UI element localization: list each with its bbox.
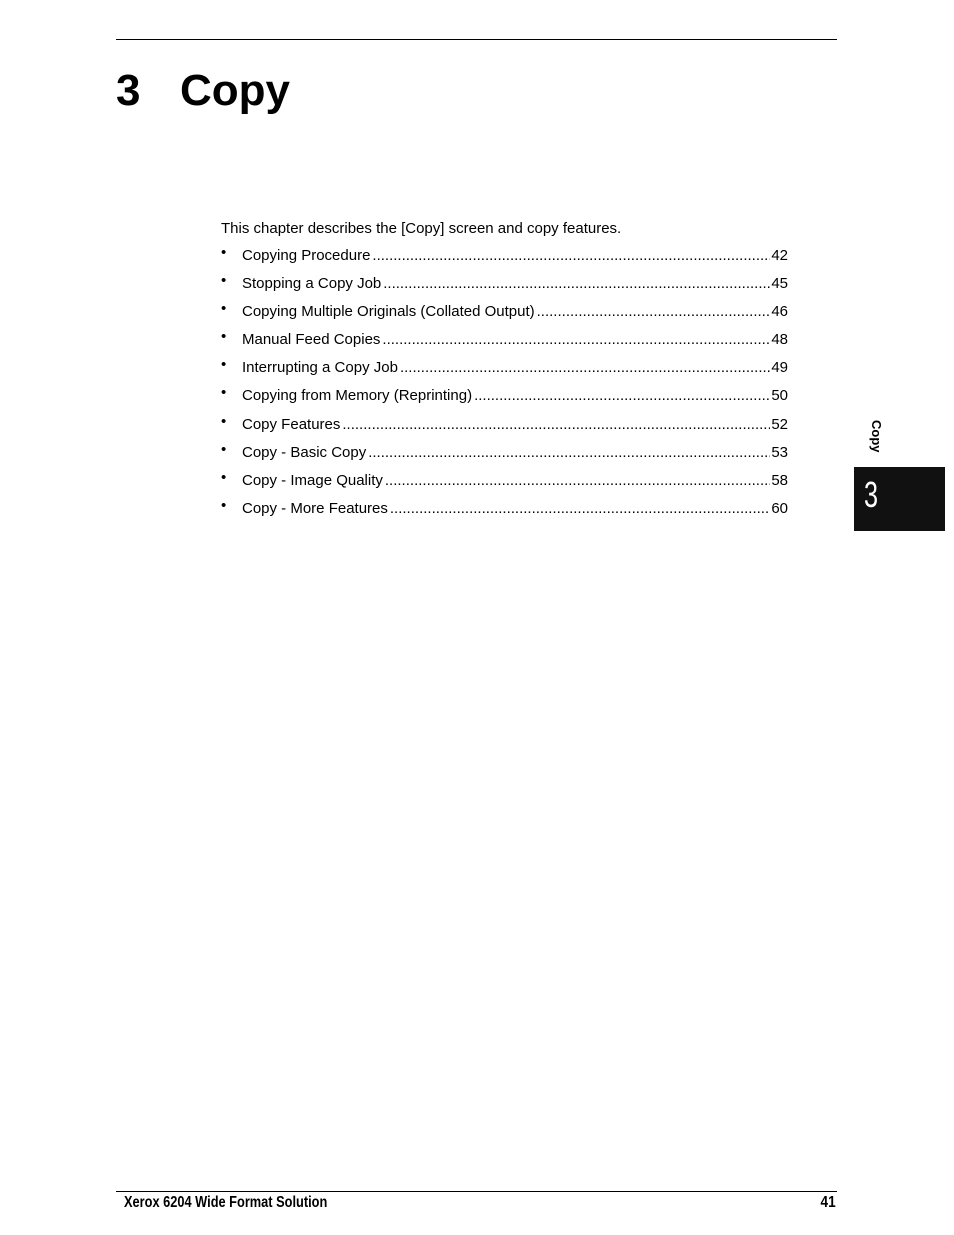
- toc-leader: [537, 301, 771, 323]
- toc-leader: [390, 498, 770, 520]
- toc-item-page: 58: [771, 471, 788, 489]
- side-tab-number: 3: [864, 474, 879, 515]
- toc-leader: [383, 273, 770, 295]
- bullet-icon: •: [221, 272, 227, 290]
- toc-item[interactable]: [221, 245, 788, 273]
- bullet-icon: •: [221, 384, 227, 402]
- toc-item-label: Stopping a Copy Job: [242, 275, 382, 293]
- toc-item[interactable]: [221, 273, 788, 301]
- bullet-icon: •: [221, 412, 227, 430]
- toc-item[interactable]: [221, 329, 788, 357]
- toc-item-page: 45: [771, 275, 788, 293]
- bullet-icon: •: [221, 468, 227, 486]
- toc-leader: [400, 357, 770, 379]
- toc-item-label: Manual Feed Copies: [242, 331, 381, 349]
- bullet-icon: •: [221, 328, 227, 346]
- toc-item-label: Copy - More Features: [242, 499, 388, 517]
- toc-item-label: Copy - Image Quality: [242, 471, 383, 489]
- toc-item-label: Copy - Basic Copy: [242, 443, 367, 461]
- toc-item-page: 52: [771, 415, 788, 433]
- toc-item-page: 50: [771, 387, 788, 405]
- toc-item-label: Interrupting a Copy Job: [242, 359, 398, 377]
- toc-leader: [385, 470, 770, 492]
- toc-item-page: 48: [771, 331, 788, 349]
- footer-page-number: 41: [820, 1194, 836, 1211]
- toc-item[interactable]: [221, 385, 788, 413]
- toc-item-label: Copying Procedure: [242, 247, 371, 264]
- toc-leader: [372, 245, 770, 267]
- bullet-icon: •: [221, 356, 227, 374]
- bullet-icon: •: [221, 440, 227, 458]
- toc-item-label: Copy Features: [242, 415, 341, 433]
- toc-item-page: 53: [771, 443, 788, 461]
- header-rule: [116, 39, 837, 40]
- toc-item-page: 49: [771, 359, 788, 377]
- chapter-intro: This chapter describes the [Copy] screen and copy features.: [221, 220, 622, 237]
- side-tab-label: Copy: [869, 420, 884, 453]
- toc-item-page: 46: [771, 303, 788, 321]
- toc-item[interactable]: [221, 414, 788, 442]
- footer-rule: [116, 1191, 837, 1192]
- chapter-title: [116, 64, 290, 118]
- toc-item-page: 42: [771, 247, 788, 264]
- toc-leader: [382, 329, 770, 351]
- chapter-toc: [221, 245, 788, 526]
- toc-item-page: 60: [771, 499, 788, 517]
- bullet-icon: •: [221, 496, 227, 514]
- toc-item[interactable]: [221, 442, 788, 470]
- toc-item[interactable]: [221, 498, 788, 526]
- toc-item-label: Copying Multiple Originals (Collated Output): [242, 303, 535, 321]
- footer-title: Xerox 6204 Wide Format Solution: [124, 1194, 328, 1211]
- chapter-side-tab: [854, 467, 945, 531]
- toc-item[interactable]: [221, 470, 788, 498]
- chapter-number: 3: [116, 66, 141, 115]
- toc-leader: [342, 414, 770, 436]
- bullet-icon: •: [221, 244, 227, 261]
- toc-item[interactable]: [221, 301, 788, 329]
- chapter-name: Copy: [180, 66, 290, 115]
- toc-leader: [474, 385, 770, 407]
- toc-item-label: Copying from Memory (Reprinting): [242, 387, 473, 405]
- toc-item[interactable]: [221, 357, 788, 385]
- bullet-icon: •: [221, 300, 227, 318]
- toc-leader: [368, 442, 770, 464]
